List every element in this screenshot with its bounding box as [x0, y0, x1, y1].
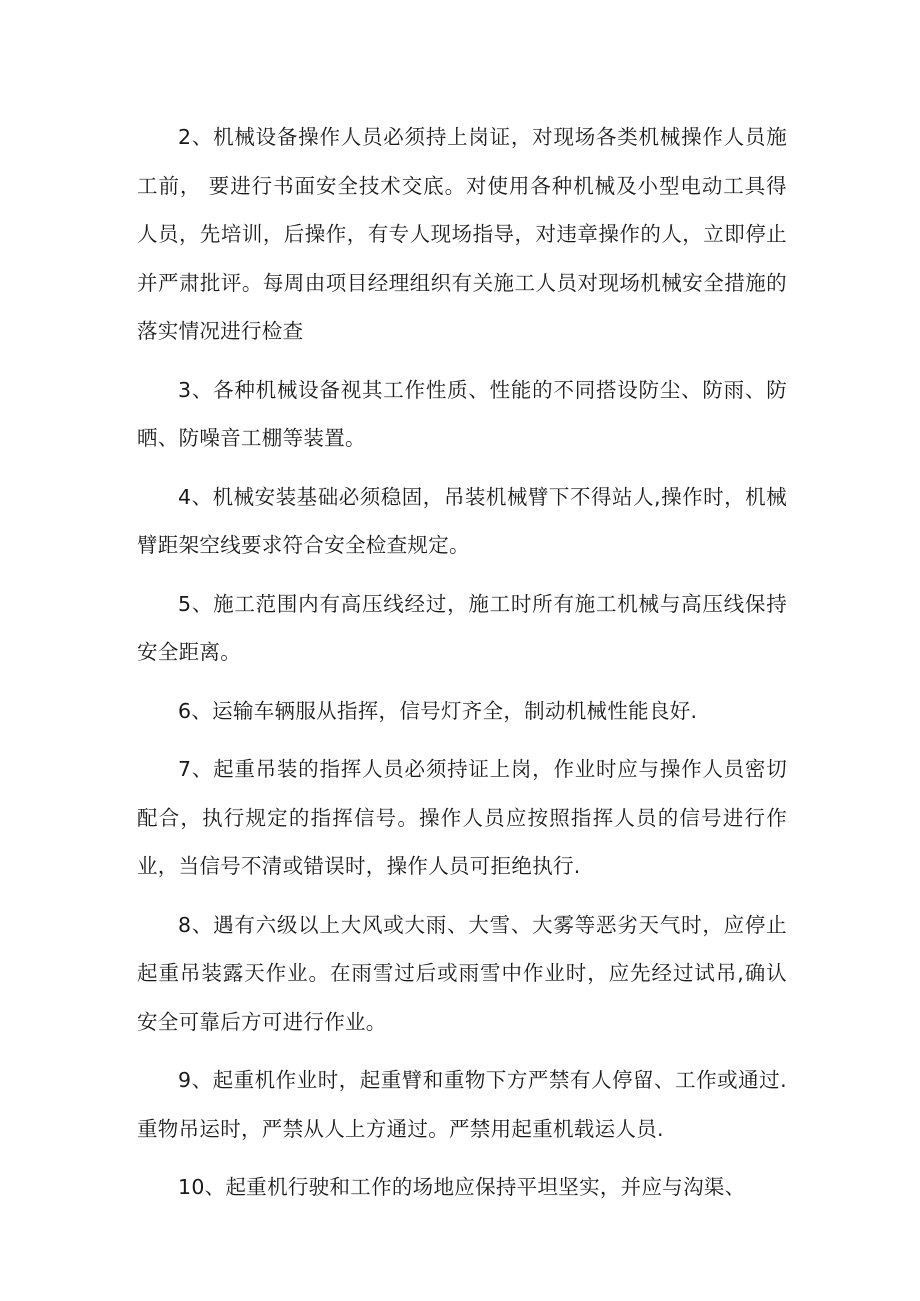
paragraph-item-4: 4、机械安装基础必须稳固，吊装机械臂下不得站人,操作时，机械臂距架空线要求符合安全检查规定。 [137, 484, 787, 557]
paragraph-item-3: 3、各种机械设备视其工作性质、性能的不同搭设防尘、防雨、防晒、防噪音工棚等装置。 [137, 377, 787, 450]
paragraph-item-6: 6、运输车辆服从指挥，信号灯齐全，制动机械性能良好. [178, 698, 698, 723]
document-body [137, 113, 787, 1212]
paragraph-item-2: 2、机械设备操作人员必须持上岗证，对现场各类机械操作人员施工前， 要进行书面安全技术交底。对使用各种机械及小型电动工具得人员，先培训，后操作，有专人现场指导，对违章操作的人，立即停止并严肃批评。每周由项目经理组织有关施工人员对现场机械安全措施的落实情况进行检查 [137, 125, 787, 343]
paragraph-item-7: 7、起重吊装的指挥人员必须持证上岗，作业时应与操作人员密切配合，执行规定的指挥信号。操作人员应按照指挥人员的信号进行作业，当信号不清或错误时，操作人员可拒绝执行. [137, 757, 787, 878]
paragraph-item-9: 9、起重机作业时，起重臂和重物下方严禁有人停留、工作或通过.重物吊运时，严禁从人上方通过。严禁用起重机载运人员. [137, 1068, 787, 1141]
paragraph-item-8: 8、遇有六级以上大风或大雨、大雪、大雾等恶劣天气时，应停止起重吊装露天作业。在雨雪过后或雨雪中作业时，应先经过试吊,确认安全可靠后方可进行作业。 [137, 912, 787, 1034]
paragraph-item-10: 10、起重机行驶和工作的场地应保持平坦坚实，并应与沟渠、 [178, 1175, 746, 1199]
paragraph-item-5: 5、施工范围内有高压线经过，施工时所有施工机械与高压线保持安全距离。 [137, 591, 787, 664]
